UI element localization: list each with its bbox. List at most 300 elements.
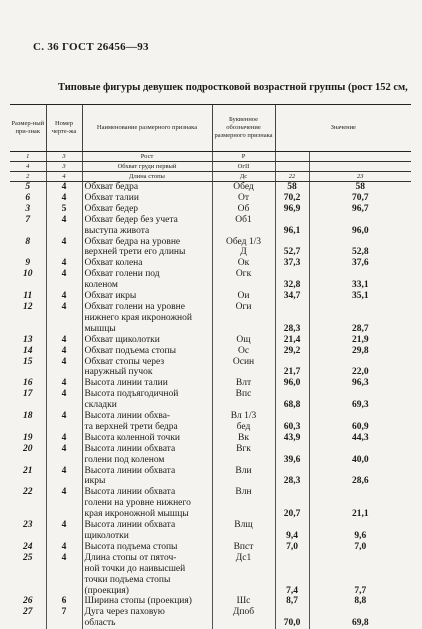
- measure-name: ной точки до наивысшей: [82, 564, 212, 575]
- measure-abbr: Обед: [212, 182, 275, 193]
- table-title: Типовые фигуры девушек подростковой возрастной группы (рост 152 см,: [58, 82, 408, 93]
- table-row: [10, 444, 411, 455]
- row-number: [10, 367, 46, 378]
- value-2: 52,8: [309, 247, 411, 258]
- measure-name: складки: [82, 400, 212, 411]
- drawing-number: 7: [46, 607, 82, 618]
- table-row: [10, 476, 411, 487]
- value-2: 21,9: [309, 335, 411, 346]
- value-1: 37,3: [275, 258, 309, 269]
- value-2: 96,0: [309, 226, 411, 237]
- table-row: [10, 466, 411, 477]
- row-number: 16: [10, 378, 46, 389]
- value-2: 60,9: [309, 422, 411, 433]
- table-row: [10, 215, 411, 226]
- row-number: 5: [10, 182, 46, 193]
- value-1: 28,3: [275, 476, 309, 487]
- table-row: [10, 553, 411, 564]
- measure-abbr: Ос: [212, 346, 275, 357]
- drawing-number: [46, 247, 82, 258]
- value-1: 96,1: [275, 226, 309, 237]
- table-row: [10, 172, 411, 182]
- value-2: 33,1: [309, 280, 411, 291]
- value-1: 52,7: [275, 247, 309, 258]
- value-1: [275, 237, 309, 248]
- measure-name: Дуга через паховую: [82, 607, 212, 618]
- value-1: 21,7: [275, 367, 309, 378]
- measure-abbr: Оги: [212, 302, 275, 313]
- row-number: [10, 400, 46, 411]
- row-number: [10, 313, 46, 324]
- drawing-number: [46, 476, 82, 487]
- measure-name: голени под коленом: [82, 455, 212, 466]
- value-1: 96,0: [275, 378, 309, 389]
- drawing-number: [46, 575, 82, 586]
- value-2: [309, 487, 411, 498]
- value-1: [275, 152, 309, 162]
- value-2: 23: [309, 172, 411, 182]
- table-row: [10, 531, 411, 542]
- table-row: [10, 607, 411, 618]
- value-1: 28,3: [275, 324, 309, 335]
- drawing-number: 4: [46, 335, 82, 346]
- row-number: [10, 455, 46, 466]
- value-2: 58: [309, 182, 411, 193]
- value-2: 69,8: [309, 618, 411, 629]
- value-1: [275, 302, 309, 313]
- table-row: [10, 586, 411, 597]
- table-row: [10, 226, 411, 237]
- row-number: 4: [10, 162, 46, 172]
- drawing-number: [46, 367, 82, 378]
- measure-abbr: Р: [212, 152, 275, 162]
- measure-name: та верхней трети бедра: [82, 422, 212, 433]
- measure-name: Высота линии обхвата: [82, 444, 212, 455]
- row-number: 9: [10, 258, 46, 269]
- table-row: [10, 520, 411, 531]
- value-1: [275, 520, 309, 531]
- measure-abbr: бед: [212, 422, 275, 433]
- value-2: [309, 269, 411, 280]
- row-number: 2: [10, 172, 46, 182]
- table-row: [10, 258, 411, 269]
- drawing-number: 4: [46, 520, 82, 531]
- row-number: 24: [10, 542, 46, 553]
- row-number: [10, 247, 46, 258]
- value-2: [309, 357, 411, 368]
- value-1: 7,4: [275, 586, 309, 597]
- drawing-number: [46, 280, 82, 291]
- measure-abbr: [212, 498, 275, 509]
- value-1: [275, 607, 309, 618]
- measure-abbr: Влщ: [212, 520, 275, 531]
- row-number: 3: [10, 204, 46, 215]
- measure-name: верхней трети его длины: [82, 247, 212, 258]
- drawing-number: 4: [46, 182, 82, 193]
- table-row: [10, 378, 411, 389]
- measure-abbr: [212, 400, 275, 411]
- value-2: [309, 575, 411, 586]
- value-2: 22,0: [309, 367, 411, 378]
- drawing-number: 4: [46, 389, 82, 400]
- drawing-number: 5: [46, 204, 82, 215]
- table-row: [10, 280, 411, 291]
- table-row: [10, 433, 411, 444]
- value-2: 7,7: [309, 586, 411, 597]
- measure-name: нижнего края икроножной: [82, 313, 212, 324]
- row-number: 1: [10, 152, 46, 162]
- table-row: [10, 247, 411, 258]
- measure-name: Высота коленной точки: [82, 433, 212, 444]
- measure-abbr: [212, 476, 275, 487]
- measure-abbr: [212, 531, 275, 542]
- value-1: [275, 269, 309, 280]
- col-header-abbr: Буквенное обозначение размерного признака: [212, 105, 275, 152]
- measure-abbr: [212, 226, 275, 237]
- drawing-number: 4: [46, 215, 82, 226]
- row-number: 17: [10, 389, 46, 400]
- measure-name: Длина стопы: [82, 172, 212, 182]
- row-number: [10, 618, 46, 629]
- measure-abbr: Об1: [212, 215, 275, 226]
- table-row: [10, 422, 411, 433]
- value-1: 96,9: [275, 204, 309, 215]
- value-1: [275, 313, 309, 324]
- value-2: [309, 553, 411, 564]
- measure-abbr: Вгк: [212, 444, 275, 455]
- measure-name: Рост: [82, 152, 212, 162]
- row-number: 10: [10, 269, 46, 280]
- measure-name: коленом: [82, 280, 212, 291]
- measure-name: Обхват голени под: [82, 269, 212, 280]
- table-row: [10, 182, 411, 193]
- measure-name: Высота линии обхвата: [82, 466, 212, 477]
- row-number: 14: [10, 346, 46, 357]
- measure-name: область: [82, 618, 212, 629]
- measure-name: края икроножной мышцы: [82, 509, 212, 520]
- measure-abbr: [212, 367, 275, 378]
- row-number: 26: [10, 596, 46, 607]
- drawing-number: 4: [46, 237, 82, 248]
- row-number: 18: [10, 411, 46, 422]
- drawing-number: [46, 586, 82, 597]
- measure-abbr: [212, 564, 275, 575]
- col-header-name: Наименование размерного признака: [82, 105, 212, 152]
- measure-name: Обхват колена: [82, 258, 212, 269]
- measure-name: Высота подъягодичной: [82, 389, 212, 400]
- measure-name: Обхват стопы через: [82, 357, 212, 368]
- row-number: [10, 324, 46, 335]
- measure-abbr: Обед 1/3: [212, 237, 275, 248]
- value-2: 8,8: [309, 596, 411, 607]
- drawing-number: [46, 498, 82, 509]
- drawing-number: 4: [46, 542, 82, 553]
- drawing-number: [46, 313, 82, 324]
- value-2: [309, 444, 411, 455]
- measure-abbr: Ощ: [212, 335, 275, 346]
- row-number: 11: [10, 291, 46, 302]
- value-2: 21,1: [309, 509, 411, 520]
- value-1: [275, 466, 309, 477]
- measure-name: Высота линии обхвата: [82, 520, 212, 531]
- value-2: 28,6: [309, 476, 411, 487]
- table-row: [10, 455, 411, 466]
- value-1: 60,3: [275, 422, 309, 433]
- measure-name: Высота линии обхвата: [82, 487, 212, 498]
- drawing-number: [46, 564, 82, 575]
- value-2: [309, 152, 411, 162]
- row-number: [10, 531, 46, 542]
- measure-abbr: Влн: [212, 487, 275, 498]
- row-number: [10, 280, 46, 291]
- row-number: 21: [10, 466, 46, 477]
- value-1: [275, 444, 309, 455]
- measure-abbr: [212, 455, 275, 466]
- value-2: 69,3: [309, 400, 411, 411]
- table-row: [10, 367, 411, 378]
- measure-abbr: [212, 280, 275, 291]
- drawing-number: 4: [46, 411, 82, 422]
- table-row: [10, 162, 411, 172]
- value-1: 43,9: [275, 433, 309, 444]
- measure-abbr: Д: [212, 247, 275, 258]
- row-number: [10, 509, 46, 520]
- page-header: С. 36 ГОСТ 26456—93: [33, 41, 149, 53]
- table-row: [10, 487, 411, 498]
- col-header-num: Размер-ный при-знак: [10, 105, 46, 152]
- table-row: [10, 324, 411, 335]
- drawing-number: 4: [46, 346, 82, 357]
- value-1: 32,8: [275, 280, 309, 291]
- measure-abbr: Вл 1/3: [212, 411, 275, 422]
- drawing-number: [46, 455, 82, 466]
- measure-abbr: Вк: [212, 433, 275, 444]
- measure-abbr: Огк: [212, 269, 275, 280]
- measure-name: наружный пучок: [82, 367, 212, 378]
- value-2: 9,6: [309, 531, 411, 542]
- value-1: 9,4: [275, 531, 309, 542]
- measure-name: выступа живота: [82, 226, 212, 237]
- value-2: [309, 466, 411, 477]
- row-number: [10, 226, 46, 237]
- value-2: 70,7: [309, 193, 411, 204]
- measure-abbr: От: [212, 193, 275, 204]
- measure-name: Высота линии талии: [82, 378, 212, 389]
- measure-name: Обхват бедер: [82, 204, 212, 215]
- measure-name: Ширина стопы (проекция): [82, 596, 212, 607]
- value-2: [309, 389, 411, 400]
- row-number: 15: [10, 357, 46, 368]
- measure-name: Обхват груди первый: [82, 162, 212, 172]
- value-2: [309, 411, 411, 422]
- value-1: 58: [275, 182, 309, 193]
- measure-abbr: Вли: [212, 466, 275, 477]
- measure-name: Обхват подъема стопы: [82, 346, 212, 357]
- measure-name: Обхват икры: [82, 291, 212, 302]
- table-row: [10, 411, 411, 422]
- value-2: 96,7: [309, 204, 411, 215]
- value-2: 40,0: [309, 455, 411, 466]
- measure-name: икры: [82, 476, 212, 487]
- table-row: [10, 335, 411, 346]
- row-number: 13: [10, 335, 46, 346]
- value-1: [275, 487, 309, 498]
- row-number: 8: [10, 237, 46, 248]
- drawing-number: 6: [46, 596, 82, 607]
- drawing-number: 3: [46, 162, 82, 172]
- measure-name: точки подъема стопы: [82, 575, 212, 586]
- table-row: [10, 291, 411, 302]
- drawing-number: [46, 509, 82, 520]
- value-2: 29,8: [309, 346, 411, 357]
- drawing-number: 3: [46, 152, 82, 162]
- measure-abbr: Осин: [212, 357, 275, 368]
- measure-abbr: Впс: [212, 389, 275, 400]
- table-row: [10, 269, 411, 280]
- measure-abbr: Ои: [212, 291, 275, 302]
- row-number: 7: [10, 215, 46, 226]
- drawing-number: [46, 422, 82, 433]
- measure-name: (проекция): [82, 586, 212, 597]
- value-1: 20,7: [275, 509, 309, 520]
- table-row: [10, 204, 411, 215]
- row-number: 25: [10, 553, 46, 564]
- measure-abbr: Об: [212, 204, 275, 215]
- measure-name: Обхват бедра: [82, 182, 212, 193]
- table-row: [10, 389, 411, 400]
- value-1: [275, 357, 309, 368]
- drawing-number: [46, 226, 82, 237]
- value-1: 22: [275, 172, 309, 182]
- value-2: [309, 313, 411, 324]
- drawing-number: 4: [46, 357, 82, 368]
- value-1: 39,6: [275, 455, 309, 466]
- table-row: [10, 302, 411, 313]
- measure-abbr: [212, 509, 275, 520]
- drawing-number: 4: [46, 172, 82, 182]
- measure-name: Обхват щиколотки: [82, 335, 212, 346]
- measure-abbr: Ок: [212, 258, 275, 269]
- table-row: [10, 498, 411, 509]
- value-2: [309, 564, 411, 575]
- row-number: [10, 564, 46, 575]
- col-header-value: Значение: [275, 105, 411, 152]
- row-number: 6: [10, 193, 46, 204]
- drawing-number: 4: [46, 433, 82, 444]
- table-body: [10, 152, 411, 629]
- drawing-number: 4: [46, 378, 82, 389]
- measure-abbr: [212, 324, 275, 335]
- value-1: 21,4: [275, 335, 309, 346]
- measure-name: щиколотки: [82, 531, 212, 542]
- value-2: [309, 520, 411, 531]
- value-2: 96,3: [309, 378, 411, 389]
- value-1: [275, 564, 309, 575]
- value-2: 28,7: [309, 324, 411, 335]
- value-1: [275, 411, 309, 422]
- measure-abbr: Влт: [212, 378, 275, 389]
- measure-name: Обхват бедра на уровне: [82, 237, 212, 248]
- row-number: [10, 575, 46, 586]
- measure-abbr: Дс: [212, 172, 275, 182]
- value-1: 70,2: [275, 193, 309, 204]
- measure-name: Высота подъема стопы: [82, 542, 212, 553]
- table-row: [10, 152, 411, 162]
- value-1: [275, 553, 309, 564]
- measure-name: Обхват голени на уровне: [82, 302, 212, 313]
- table-row: [10, 346, 411, 357]
- drawing-number: [46, 324, 82, 335]
- drawing-number: [46, 531, 82, 542]
- drawing-number: 4: [46, 466, 82, 477]
- value-2: 44,3: [309, 433, 411, 444]
- value-2: [309, 302, 411, 313]
- col-header-fig: Номер черте-жа: [46, 105, 82, 152]
- value-1: 29,2: [275, 346, 309, 357]
- table-row: [10, 400, 411, 411]
- row-number: 22: [10, 487, 46, 498]
- value-1: 34,7: [275, 291, 309, 302]
- drawing-number: 4: [46, 553, 82, 564]
- value-1: 68,8: [275, 400, 309, 411]
- table-header-row: [10, 105, 411, 152]
- value-1: 7,0: [275, 542, 309, 553]
- table-row: [10, 542, 411, 553]
- value-2: [309, 237, 411, 248]
- table-row: [10, 575, 411, 586]
- row-number: 27: [10, 607, 46, 618]
- table-row: [10, 237, 411, 248]
- value-2: [309, 498, 411, 509]
- value-1: [275, 389, 309, 400]
- value-2: 35,1: [309, 291, 411, 302]
- table-row: [10, 313, 411, 324]
- drawing-number: 4: [46, 291, 82, 302]
- row-number: 12: [10, 302, 46, 313]
- value-2: [309, 215, 411, 226]
- measure-name: мышцы: [82, 324, 212, 335]
- drawing-number: [46, 400, 82, 411]
- drawing-number: [46, 618, 82, 629]
- drawing-number: 4: [46, 193, 82, 204]
- value-2: 7,0: [309, 542, 411, 553]
- drawing-number: 4: [46, 269, 82, 280]
- measure-name: Обхват бедер без учета: [82, 215, 212, 226]
- measure-abbr: [212, 586, 275, 597]
- row-number: 20: [10, 444, 46, 455]
- value-2: [309, 607, 411, 618]
- row-number: 23: [10, 520, 46, 531]
- table-row: [10, 596, 411, 607]
- row-number: [10, 498, 46, 509]
- value-1: [275, 498, 309, 509]
- drawing-number: 4: [46, 444, 82, 455]
- measure-abbr: [212, 575, 275, 586]
- measure-abbr: Впст: [212, 542, 275, 553]
- measure-abbr: Шс: [212, 596, 275, 607]
- measure-abbr: [212, 313, 275, 324]
- measure-abbr: Дс1: [212, 553, 275, 564]
- measure-name: Высота линии обхва-: [82, 411, 212, 422]
- value-1: 8,7: [275, 596, 309, 607]
- measurement-table: [10, 104, 411, 629]
- value-2: 37,6: [309, 258, 411, 269]
- table-row: [10, 509, 411, 520]
- table-row: [10, 357, 411, 368]
- row-number: [10, 586, 46, 597]
- row-number: [10, 476, 46, 487]
- table-row: [10, 193, 411, 204]
